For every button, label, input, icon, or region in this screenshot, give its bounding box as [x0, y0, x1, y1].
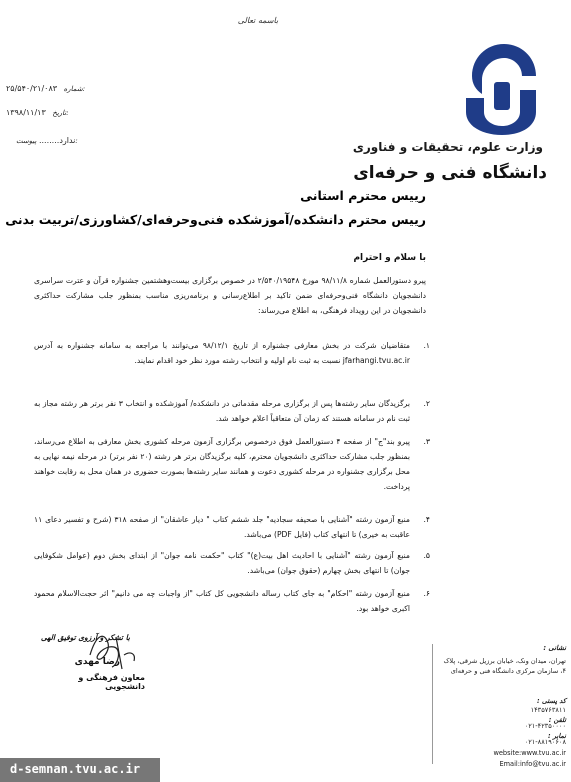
- list-item-text: پیرو بند"ج" از صفحه ۴ دستورالعمل فوق درخصوص برگزاری آزمون مرحله کشوری بخش معارفی به اطلاع می‌رساند، بمنظور جلب مشارکت حداکثری دانشجویان محترم، کلیه برگزیدگان برتر هر رشته (۲۰ نفر برتر) در مرحله نیمه نهایی به محل برگزاری جشنواره در مرحله کشوری دعوت و همانند سایر رشته‌ها بصورت حضوری در همان محل به رقابت خواهند پرداخت.: [34, 437, 410, 491]
- list-item: [34, 548, 430, 578]
- list-item-text: منبع آزمون رشته "آشنایی با احادیث اهل بیت(ع)" کتاب "حکمت نامه جوان" از ابتدای بخش دوم (عوامل شکوفایی جوان) تا انتهای بخش چهارم (حقوق جوان) می‌باشد.: [34, 551, 410, 575]
- list-item: [34, 396, 430, 426]
- email-text: Email:info@tvu.ac.ir: [499, 760, 566, 768]
- postal-label: کد پستی :: [536, 697, 566, 705]
- list-item-text: منبع آزمون رشته "احکام" به جای کتاب رساله دانشجویی کل کتاب "از واجبات چه می دانیم" اثر حجت‌الاسلام محمود اکبری خواهد بود.: [34, 589, 410, 613]
- fax-value: ۰۲۱-۸۸۱۹۰۶۰۸: [524, 738, 566, 746]
- invocation-text: باسمه تعالی: [237, 16, 279, 25]
- recipient-line-1: رییس محترم استانی: [300, 188, 426, 203]
- list-item-text: برگزیدگان سایر رشته‌ها پس از برگزاری مرحله مقدماتی در دانشکده/ آموزشکده و انتخاب ۳ نفر برتر هر رشته مجاز به ثبت نام در سامانه هستند که زمان آن متعاقباً اعلام خواهد شد.: [34, 399, 410, 423]
- list-item-number: ۶.: [423, 589, 430, 598]
- list-item-number: ۱.: [423, 341, 430, 350]
- letter-attachment: [12, 136, 78, 145]
- university-logo-icon: [456, 40, 546, 135]
- letter-number-value: ۲۵/۵۴۰/۲۱/۰۸۳: [6, 84, 58, 93]
- address-label: نشانی :: [543, 644, 566, 652]
- letter-date-value: ۱۳۹۸/۱۱/۱۳: [6, 108, 46, 117]
- source-watermark-text: d-semnan.tvu.ac.ir: [10, 762, 141, 776]
- list-item-number: ۴.: [423, 515, 430, 524]
- phone-value: ۰۲۱-۴۲۳۵۰۰۰۰: [524, 722, 566, 730]
- letter-attachment-label: پیوست:: [16, 137, 78, 145]
- list-item-number: ۳.: [423, 437, 430, 446]
- list-item: [34, 434, 430, 494]
- phone-label-text: تلفن :: [548, 716, 566, 724]
- source-watermark: [0, 758, 160, 782]
- university-name: دانشگاه فنی و حرفه‌ای: [353, 163, 547, 183]
- list-item-number: ۲.: [423, 399, 430, 408]
- postal-value: ۱۴۳۵۷۶۳۸۱۱: [530, 706, 566, 714]
- handwritten-signature-icon: [82, 625, 142, 675]
- ministry-name: وزارت علوم، تحقیقات و فناوری: [352, 140, 543, 154]
- contact-divider: [432, 644, 433, 764]
- postal-code: [442, 697, 566, 705]
- recipient-line-2: رییس محترم دانشکده/آموزشکده فنی‌وحرفه‌ای/کشاورزی/تربیت بدنی: [5, 212, 426, 227]
- website-text: website:www.tvu.ac.ir: [493, 749, 566, 757]
- signatory-role: معاون فرهنگی و دانشجویی: [78, 673, 145, 691]
- salutation: با سلام و احترام: [353, 253, 426, 263]
- letter-number-label: شماره:: [63, 85, 86, 93]
- fax-label-text: نمابر :: [547, 732, 566, 740]
- address-text: تهران، میدان ونک، خیابان برزیل شرقی، پلاک ۴، سازمان مرکزی دانشگاه فنی و حرفه‌ای: [443, 657, 566, 675]
- list-item: [34, 512, 430, 542]
- list-item-number: ۵.: [423, 551, 430, 560]
- list-item: [34, 586, 430, 616]
- closing-text: با تشکر و آرزوی توفیق الهی: [40, 633, 130, 642]
- list-item: [34, 338, 430, 368]
- intro-paragraph: پیرو دستورالعمل شماره ۹۸/۱۱/۸ مورخ ۲/۵۴۰/۱۹۵۴۸ در خصوص برگزاری بیست‌وهشتمین جشنواره قرآن و عترت سراسری دانشجویان دانشگاه فنی‌وحرفه‌ای ضمن تاکید بر اطلاع‌رسانی و برنامه‌ریزی مناسب بمنظور جلب مشارکت حداکثری دانشجویان در این رویداد فرهنگی، به اطلاع می‌رساند:: [34, 276, 427, 315]
- list-item-text: متقاضیان شرکت در بخش معارفی جشنواره از تاریخ ۹۸/۱۲/۱ می‌توانند با مراجعه به سامانه جشنواره به آدرس jfarhangi.tvu.ac.ir نسبت به ثبت نام اولیه و انتخاب رشته مورد نظر خود اقدام نمایند.: [34, 341, 411, 365]
- letter-number: [6, 84, 85, 93]
- signatory-name: رضا مهدی: [74, 657, 120, 667]
- letter-date-label: تاریخ:: [52, 109, 69, 117]
- letter-attachment-value: ندارد........: [38, 136, 76, 145]
- letter-date: [6, 108, 69, 117]
- list-item-text: منبع آزمون رشته "آشنایی با صحیفه سجادیه" جلد ششم کتاب " دیار عاشقان" از صفحه ۳۱۸ (شرح و تفسیر دعای ۱۱ عاقبت به خیری) تا انتهای کتاب (فایل PDF) می‌باشد.: [34, 515, 410, 539]
